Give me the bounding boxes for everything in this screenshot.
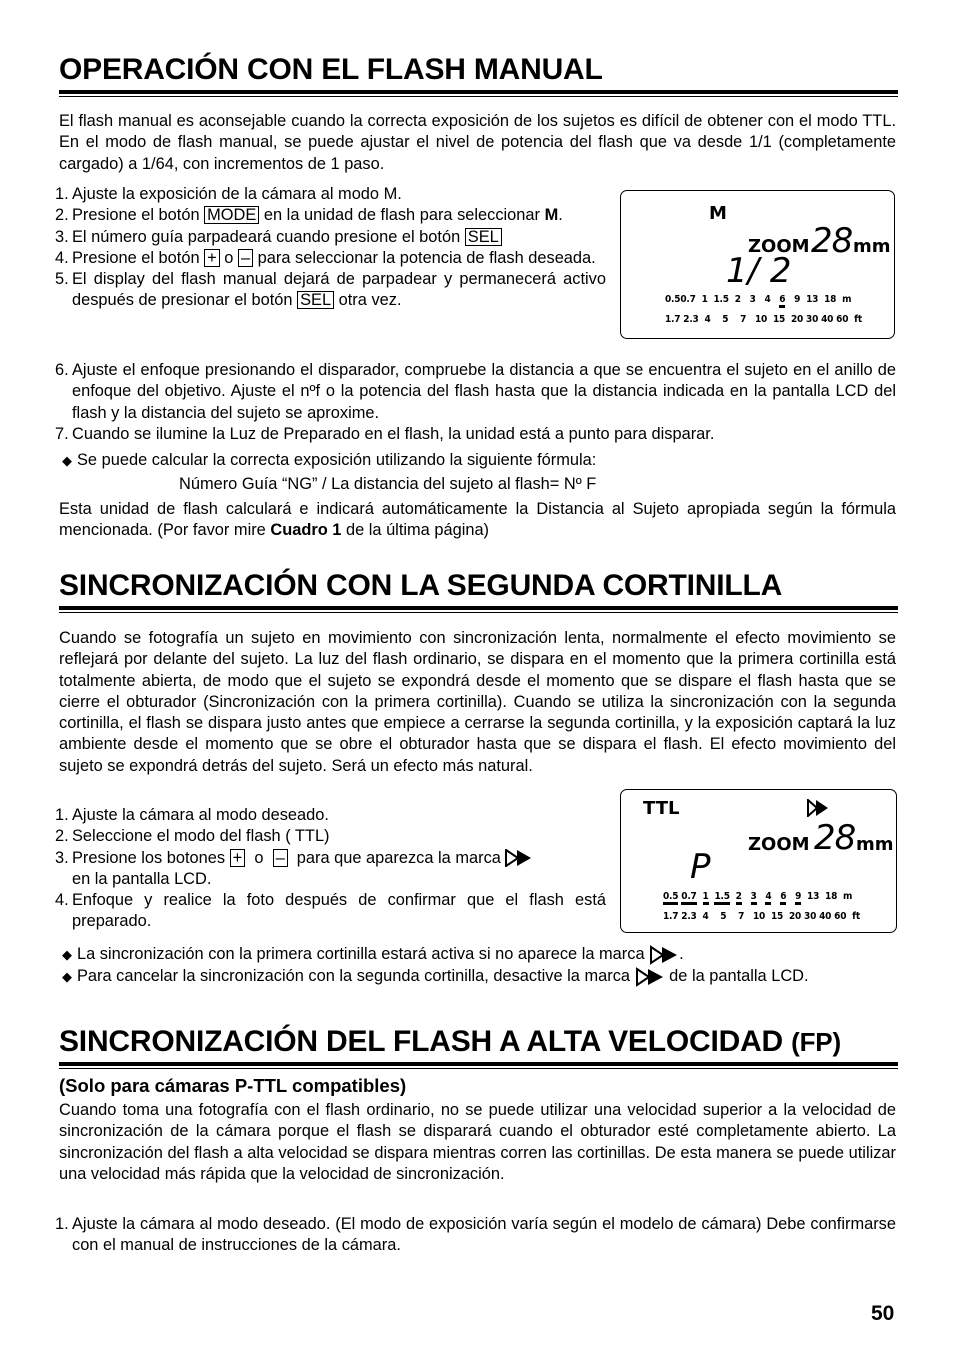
manual-flash-intro: El flash manual es aconsejable cuando la correcta exposición de los sujetos es difícil de obtener con el modo TTL. En el modo de flash manual, se puede ajustar el nivel de potencia del flash que va desde 1/1 (completamente cargado) a 1/64, con incrementos de 1 paso. xyxy=(59,112,896,173)
list-item: 6. Ajuste el enfoque presionando el disparador, compruebe la distancia a que se encuentra el sujeto en el anillo de enfoque del objetivo. Ajuste el nºf o la potencia del flash hasta que la distancia indicada en la pantalla LCD del flash y la distancia del sujeto se aproxime. xyxy=(55,361,896,422)
list-item: 1. Ajuste la cámara al modo deseado. (El modo de exposición varía según el modelo de cámara) Debe confirmarse con el manual de instrucciones de la cámara. xyxy=(55,1215,896,1255)
list-item: 4. Presione el botón + o – para seleccionar la potencia de flash deseada. xyxy=(55,248,596,267)
sel-key: SEL xyxy=(465,228,502,246)
lcd-feet-scale: 1.7 2.3 4 5 7 10 15 20 30 40 60 ft xyxy=(665,314,862,325)
lcd-display-ttl xyxy=(620,789,897,933)
lcd-meters-scale: 0.5 0.7 1 1.5 2 3 4 6 9 13 18 m xyxy=(663,891,852,902)
sel-key: SEL xyxy=(297,291,334,309)
lcd-mode: M xyxy=(709,203,727,224)
rear-curtain-sync-icon xyxy=(505,849,533,867)
manual-flash-steps-a xyxy=(55,184,606,312)
high-speed-sync-steps xyxy=(55,1214,896,1257)
page-number: 50 xyxy=(871,1302,895,1325)
list-item: 3. El número guía parpadeará cuando presione el botón SEL xyxy=(59,227,606,248)
high-speed-sync-intro: Cuando toma una fotografía con el flash ordinario, no se puede utilizar una velocidad superior a la velocidad de sincronización de la cámara porque el flash se disparará cuando el obturador esté completamente abierto. La sincronización del flash a alta velocidad se dispara mientras corren las cortinillas. De esta manera se puede utilizar una velocidad más rápida que la velocidad de sincronización. xyxy=(59,1101,896,1183)
section-rule xyxy=(59,606,898,613)
diamond-bullet-icon: ◆ xyxy=(62,453,72,468)
list-item: 3. Presione los botones + o – para que aparezca la marca en la pantalla LCD. xyxy=(59,848,606,891)
section-title-manual-flash: OPERACIÓN CON EL FLASH MANUAL xyxy=(59,53,603,86)
list-item: 2. Presione el botón MODE en la unidad de flash para seleccionar M. xyxy=(55,206,563,225)
list-item: 2. Seleccione el modo del flash ( TTL) xyxy=(55,827,330,846)
formula: Número Guía “NG” / La distancia del sujeto al flash= Nº F xyxy=(179,475,597,493)
lcd-zoom-unit: mm xyxy=(853,236,891,257)
lcd-power-level: 1/ 2 xyxy=(726,251,792,291)
section-rule xyxy=(59,1062,898,1069)
lcd-feet-scale: 1.7 2.3 4 5 7 10 15 20 30 40 60 ft xyxy=(663,911,860,922)
rear-curtain-steps xyxy=(55,805,606,933)
rear-curtain-sync-icon xyxy=(807,799,829,817)
minus-key: – xyxy=(238,249,253,267)
lcd-display-manual xyxy=(620,190,895,339)
lcd-mode: TTL xyxy=(643,798,680,819)
rear-curtain-sync-icon xyxy=(649,945,679,965)
first-curtain-bullet: ◆ La sincronización con la primera cortinilla estará activa si no aparece la marca . xyxy=(61,944,896,965)
manual-flash-closing: Esta unidad de flash calculará e indicará automáticamente la Distancia al Sujeto apropiada según la fórmula mencionada. (Por favor mire Cuadro 1 de la última página) xyxy=(59,500,896,540)
list-item: 4. Enfoque y realice la foto después de confirmar que el flash está preparado. xyxy=(55,891,606,931)
lcd-zoom-label: ZOOM xyxy=(748,834,810,855)
minus-key: – xyxy=(273,849,288,867)
high-speed-sync-subtitle: (Solo para cámaras P-TTL compatibles) xyxy=(59,1075,407,1096)
lcd-zoom-value: 28 xyxy=(814,818,856,858)
list-item: 1. Ajuste la exposición de la cámara al modo M. xyxy=(55,185,402,203)
section-rule xyxy=(59,90,898,97)
cancel-rear-curtain-bullet: ◆ Para cancelar la sincronización con la segunda cortinilla, desactive la marca de la pantalla LCD. xyxy=(61,966,896,987)
formula-bullet: ◆ Se puede calcular la correcta exposición utilizando la siguiente fórmula: xyxy=(61,450,896,471)
rear-curtain-intro: Cuando se fotografía un sujeto en movimiento con sincronización lenta, normalmente el efecto movimiento se reflejará por delante del sujeto. La luz del flash ordinario, se dispara en el momento que la primera cortinilla está totalmente abierta, de modo que el sujeto se expondrá desde el momento que se dispare el flash hasta que se cierre el obturador (Sincronización con la primera cortinilla). Cuando se utiliza la sincronización con la segunda cortinilla, el flash se dispara justo antes que empiece a cerrarse la segunda cortinilla, y la exposición captará la luz ambiente desde el momento que se obre el obturador hasta que se dispara el flash. El efecto movimiento del sujeto se expondrá detrás del sujeto. Será un efecto más natural. xyxy=(59,629,896,775)
list-item: 5. El display del flash manual dejará de parpadear y permanecerá activo después de presionar el botón SEL otra vez. xyxy=(55,270,606,310)
section-title-rear-curtain: SINCRONIZACIÓN CON LA SEGUNDA CORTINILLA xyxy=(59,569,783,602)
diamond-bullet-icon: ◆ xyxy=(62,947,72,962)
lcd-zoom-label: ZOOM xyxy=(748,236,810,257)
diamond-bullet-icon: ◆ xyxy=(62,969,72,984)
manual-flash-steps-b xyxy=(55,360,896,445)
list-item: 7. Cuando se ilumine la Luz de Preparado en el flash, la unidad está a punto para disparar. xyxy=(55,424,715,443)
lcd-zoom-unit: mm xyxy=(856,834,894,855)
section-title-high-speed-sync: SINCRONIZACIÓN DEL FLASH A ALTA VELOCIDAD (FP) xyxy=(59,1025,841,1058)
list-item: 1. Ajuste la cámara al modo deseado. xyxy=(55,806,329,824)
plus-key: + xyxy=(230,849,246,867)
lcd-program-mode: P xyxy=(690,847,711,887)
rear-curtain-sync-icon xyxy=(635,967,665,987)
plus-key: + xyxy=(204,249,220,267)
lcd-zoom-value: 28 xyxy=(811,221,853,261)
lcd-meters-scale: 0.50.7 1 1.5 2 3 4 6 9 13 18 m xyxy=(665,294,851,305)
mode-key: MODE xyxy=(204,206,259,224)
